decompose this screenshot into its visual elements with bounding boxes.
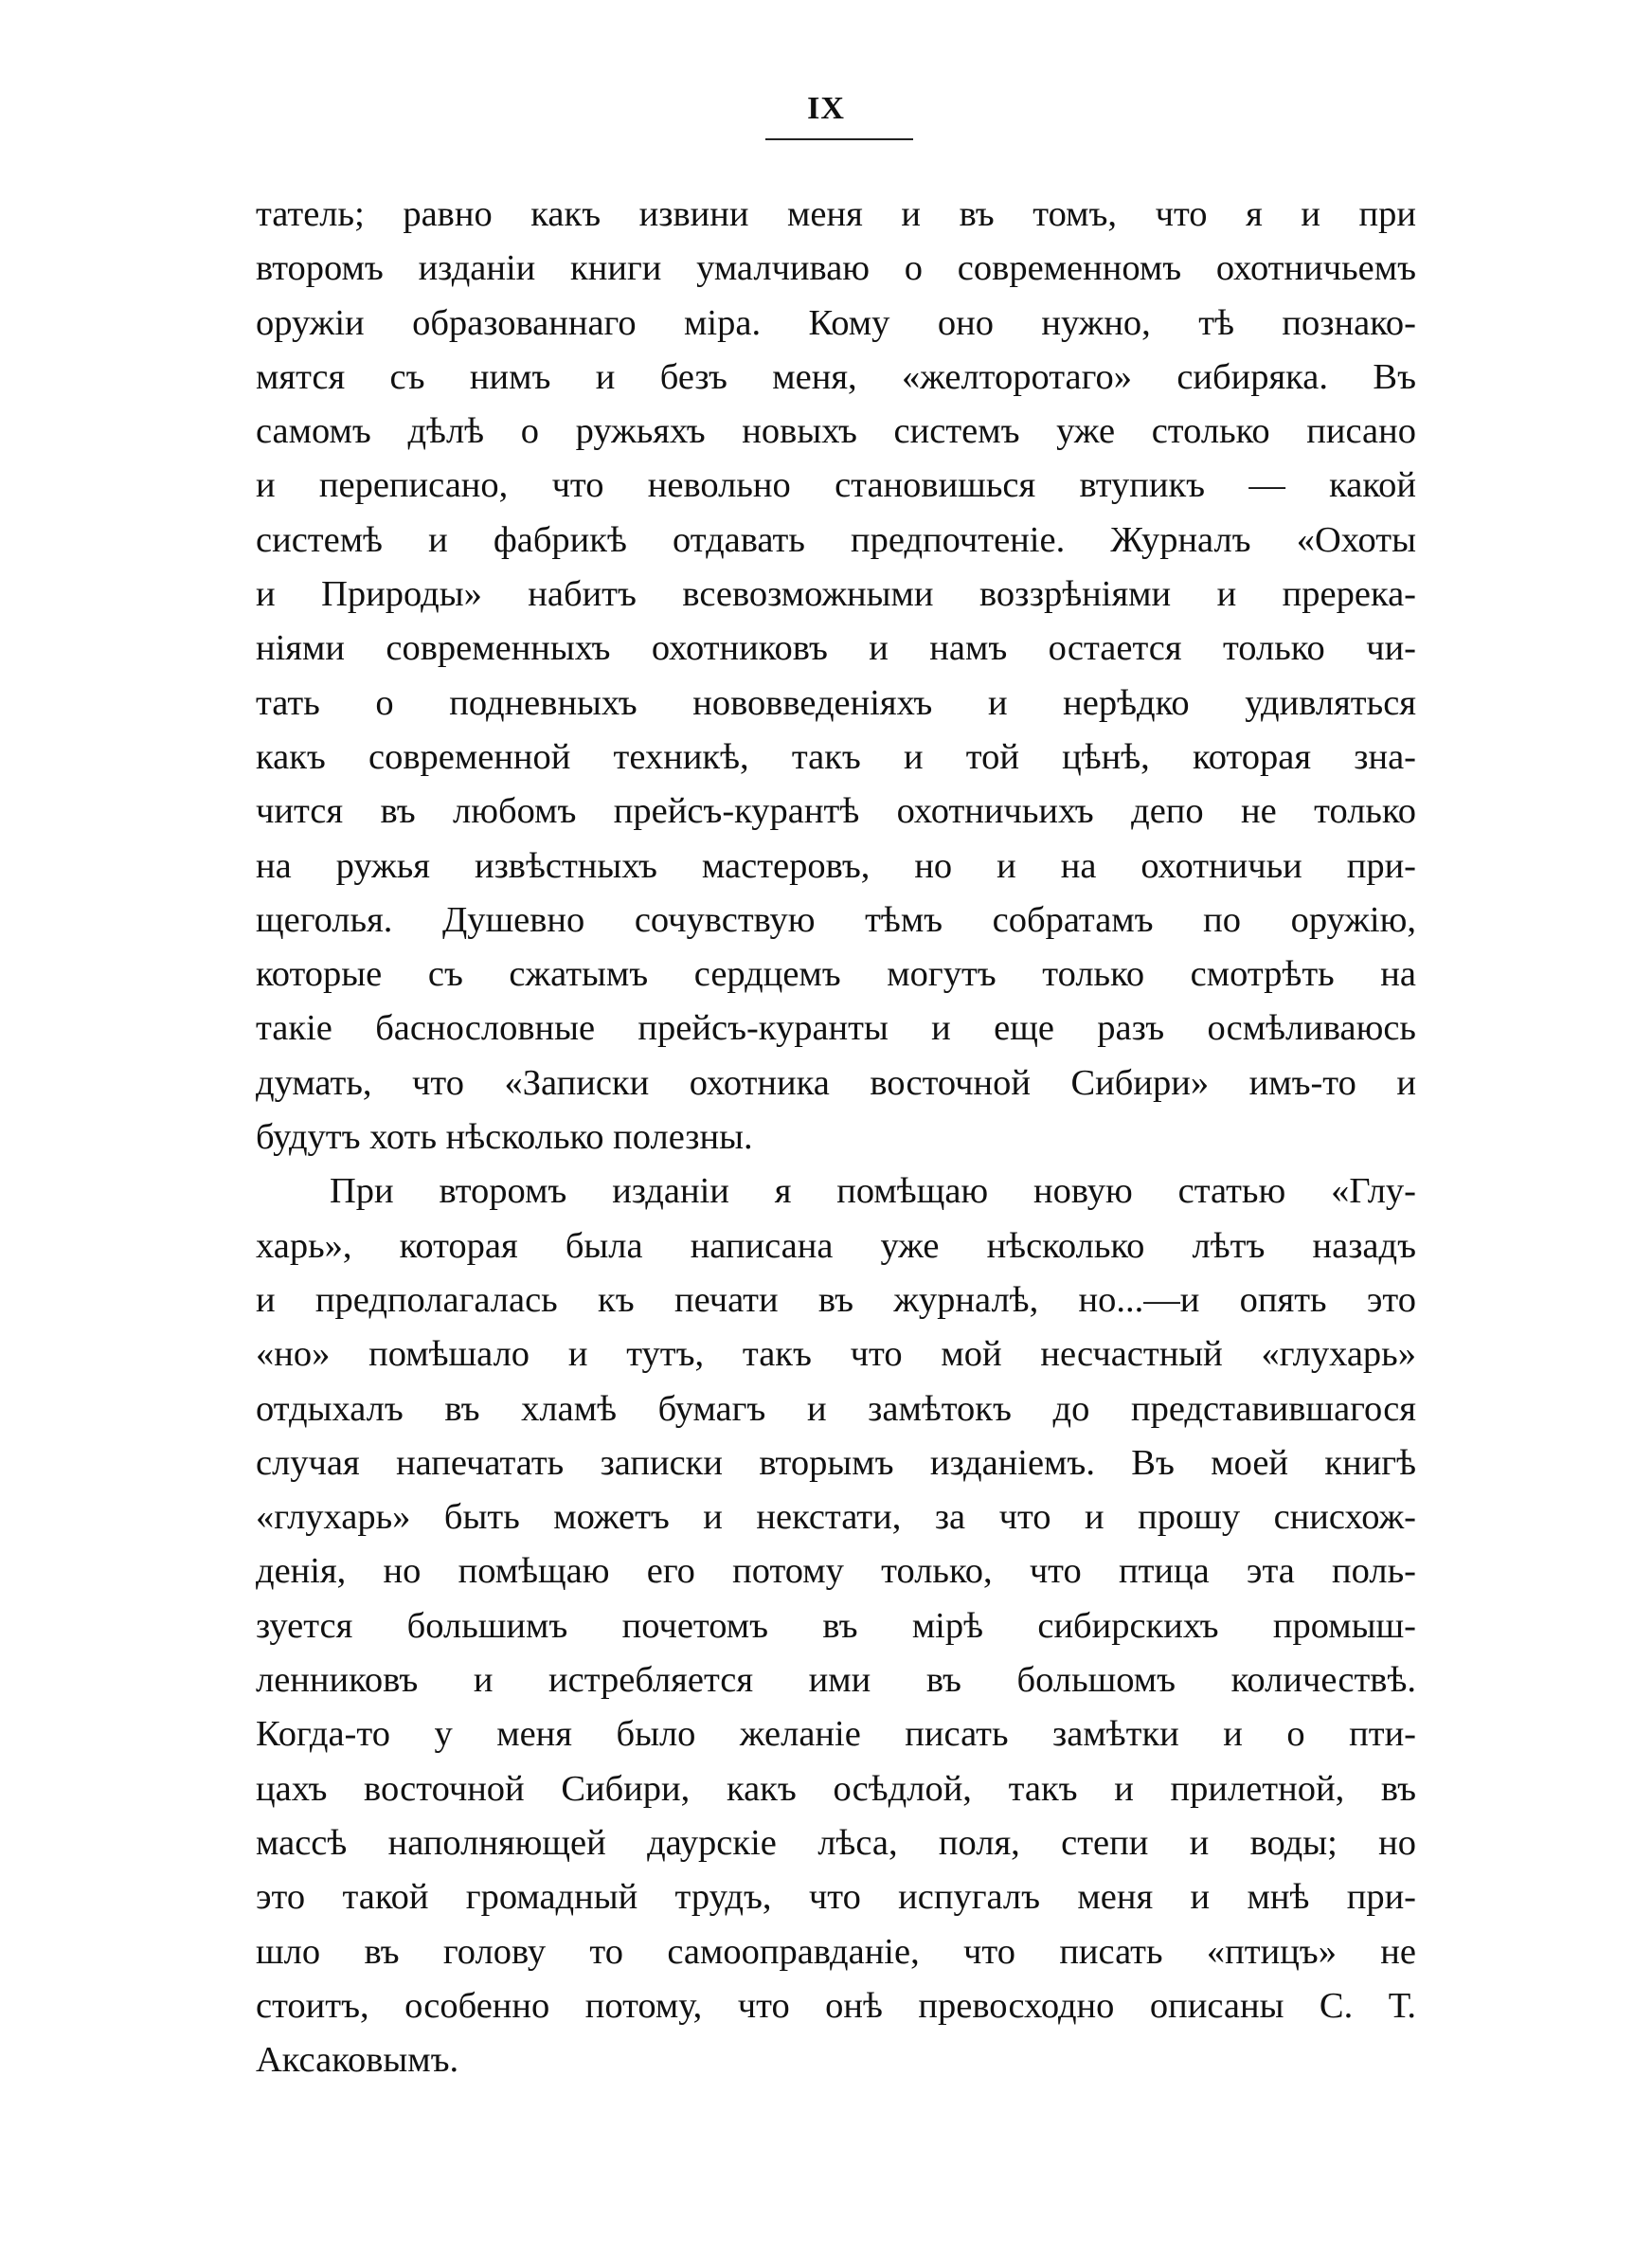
text-line: и Природы» набитъ всевозможными воззрѣніями и пререка-	[256, 574, 1416, 615]
body-text	[256, 188, 1416, 2087]
page-number: IX	[807, 91, 845, 126]
text-line: тать о подневныхъ нововведеніяхъ и нерѣдко удивляться	[256, 682, 1416, 723]
text-line: татель; равно какъ извини меня и въ томъ, что я и при	[256, 194, 1416, 234]
text-line: мятся съ нимъ и безъ меня, «желторотаго» сибиряка. Въ	[256, 356, 1416, 397]
text-line: думать, что «Записки охотника восточной Сибири» имъ-то и	[256, 1062, 1416, 1103]
text-line: и переписано, что невольно становишься втупикъ — какой	[256, 465, 1416, 506]
paragraph-end-line: Аксаковымъ.	[256, 2040, 459, 2081]
text-line: какъ современной техникѣ, такъ и той цѣнѣ, которая зна-	[256, 736, 1416, 777]
text-line: системѣ и фабрикѣ отдавать предпочтеніе. Журналъ «Охоты	[256, 519, 1416, 560]
text-line: денія, но помѣщаю его потому только, что птица эта поль-	[256, 1551, 1416, 1592]
text-line: это такой громадный трудъ, что испугалъ меня и мнѣ при-	[256, 1877, 1416, 1918]
text-line: «глухарь» быть можетъ и некстати, за что и прошу снисхож-	[256, 1497, 1416, 1538]
text-line: стоитъ, особенно потому, что онѣ превосходно описаны С. Т.	[256, 1985, 1416, 2026]
text-line: такіе баснословные прейсъ-куранты и еще разъ осмѣливаюсь	[256, 1008, 1416, 1049]
text-line: второмъ изданіи книги умалчиваю о современномъ охотничьемъ	[256, 248, 1416, 289]
text-line: случая напечатать записки вторымъ изданіемъ. Въ моей книгѣ	[256, 1442, 1416, 1483]
text-line: зуется большимъ почетомъ въ мірѣ сибирскихъ промыш-	[256, 1605, 1416, 1646]
text-line: и предполагалась къ печати въ журналѣ, но...—и опять это	[256, 1279, 1416, 1320]
text-line: чится въ любомъ прейсъ-курантѣ охотничьихъ депо не только	[256, 791, 1416, 832]
text-line: отдыхалъ въ хламѣ бумагъ и замѣтокъ до представившагося	[256, 1388, 1416, 1429]
paragraph-end-line: будутъ хоть нѣсколько полезны.	[256, 1117, 753, 1158]
text-line: Когда-то у меня было желаніе писать замѣтки и о пти-	[256, 1714, 1416, 1755]
text-line: цахъ восточной Сибири, какъ осѣдлой, такъ и прилетной, въ	[256, 1768, 1416, 1809]
paragraph-start-line: При второмъ изданіи я помѣщаю новую статью «Глу-	[330, 1171, 1416, 1212]
text-line: «но» помѣшало и тутъ, такъ что мой несчастный «глухарь»	[256, 1334, 1416, 1375]
header-rule	[765, 138, 913, 140]
text-line: харь», которая была написана уже нѣсколько лѣтъ назадъ	[256, 1225, 1416, 1266]
text-line: массѣ наполняющей даурскіе лѣса, поля, степи и воды; но	[256, 1822, 1416, 1863]
text-line: шло въ голову то самооправданіе, что писать «птицъ» не	[256, 1931, 1416, 1972]
text-line: ніями современныхъ охотниковъ и намъ остается только чи-	[256, 628, 1416, 669]
text-line: самомъ дѣлѣ о ружьяхъ новыхъ системъ уже столько писано	[256, 411, 1416, 452]
text-line: оружіи образованнаго міра. Кому оно нужно, тѣ познако-	[256, 302, 1416, 343]
text-line: щеголья. Душевно сочувствую тѣмъ собратамъ по оружію,	[256, 899, 1416, 940]
page-header	[0, 91, 1652, 127]
text-line: которые съ сжатымъ сердцемъ могутъ только смотрѣть на	[256, 954, 1416, 995]
text-line: ленниковъ и истребляется ими въ большомъ количествѣ.	[256, 1660, 1416, 1701]
text-line: на ружья извѣстныхъ мастеровъ, но и на охотничьи при-	[256, 845, 1416, 886]
